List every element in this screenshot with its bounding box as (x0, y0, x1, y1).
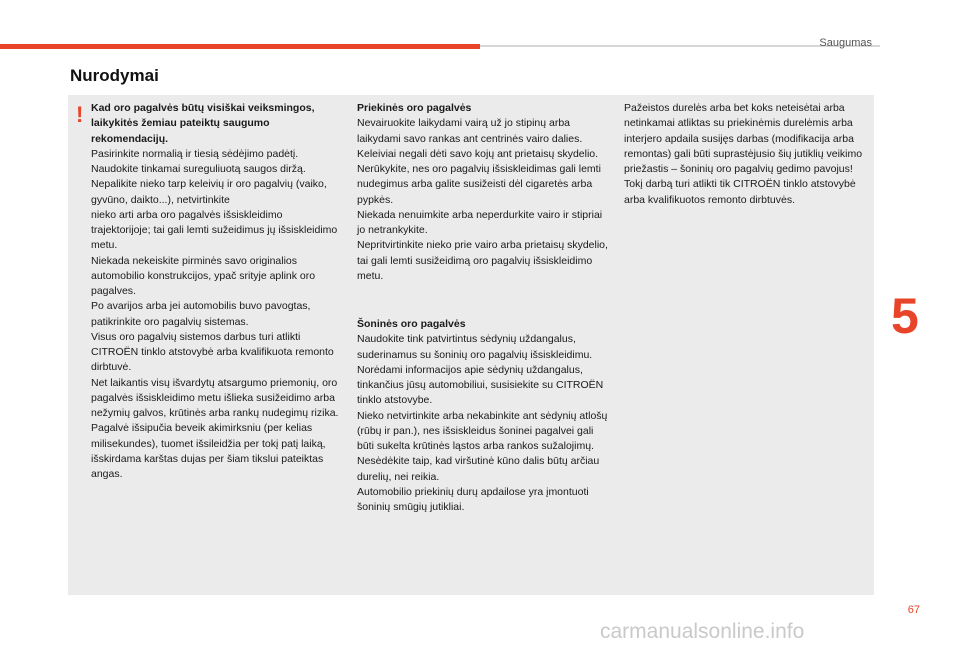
chapter-number: 5 (891, 288, 919, 344)
paragraph: Pažeistos durelės arba bet koks neteisėtai arba netinkamai atliktas su priekinėmis durelėmis arba interjero apdaila susijęs darbas (modifikacija arba remontas) gali būti suprastėjusio šių jutiklių veikimo priežastis – šoninių oro pagalvių gedimo pavojus! (624, 102, 863, 175)
paragraph: Naudokite tink patvirtintus sėdynių uždangalus, suderinamus su šoninių oro pagalvių išsiskleidimu. Norėdami informacijos apie sėdynių uždangalus, tinkančius jūsų automobiliui, susisiekite su CITROËN tinklo atstovybe. (357, 333, 604, 407)
paragraph: Nepritvirtinkite nieko prie vairo arba prietaisų skydelio, tai gali lemti susižeidimą oro pagalvių išsiskleidimo metu. (357, 239, 608, 282)
paragraph: Tokį darbą turi atlikti tik CITROËN tinklo atstovybė arba kvalifikuotos remonto dirbtuvės. (624, 178, 856, 206)
header-accent-bar (0, 44, 480, 49)
paragraph: nieko arti arba oro pagalvės išsiskleidimo trajektorijoje; tai gali lemti sužeidimus jų išsiskleidimo metu. (91, 208, 338, 252)
section-label: Saugumas (819, 37, 872, 49)
column-general (91, 101, 343, 482)
paragraph: Niekada nekeiskite pirminės savo originalios automobilio konstrukcijos, ypač srityje aplink oro pagalves. (91, 254, 316, 297)
paragraph: Nieko netvirtinkite arba nekabinkite ant sėdynių atlošų (rūbų ir pan.), nes išsiskleidus šoninei pagalvei gali būti sukelta krūtinės ląstos arba rankos sužalojimų. (357, 409, 608, 452)
paragraph: Po avarijos arba jei automobilis buvo pavogtas, patikrinkite oro pagalvių sistemas. (91, 300, 311, 328)
exclamation-mark-icon: ! (76, 102, 84, 127)
paragraph: Nevairuokite laikydami vairą už jo stipinų arba laikydami savo rankas ant centrinės vairo dalies. (357, 117, 583, 145)
paragraph: Net laikantis visų išvardytų atsargumo priemonių, oro pagalvės išsiskleidimo metu išlieka susižeidimo arba nežymių galvos, krūtinės arba rankų nudegimų rizika. Pagalvė išsipučia beveik akimirksniu (per kelias milisekundes), tuomet išsileidžia per tokį patį laiką, išskirdama karštas dujas per šiam tikslui pateiktas angas. (91, 376, 339, 480)
side-airbags-heading: Šoninės oro pagalvės (357, 318, 466, 330)
paragraph: Nepalikite nieko tarp keleivių ir oro pagalvių (vaiko, gyvūno, daikto...), netvirtinkite (91, 178, 327, 206)
front-airbags-heading: Priekinės oro pagalvės (357, 102, 472, 114)
watermark-link[interactable]: carmanualsonline.info (600, 620, 805, 643)
page-number: 67 (907, 604, 920, 616)
paragraph: Visus oro pagalvių sistemos darbus turi atlikti CITROËN tinklo atstovybė arba kvalifikuota remonto dirbtuvė. (91, 330, 334, 374)
paragraph: Naudokite tinkamai sureguliuotą saugos diržą. (91, 163, 306, 175)
paragraph: Nerūkykite, nes oro pagalvių išsiskleidimas gali lemti nudegimus arba galite susižeisti dėl cigaretės arba pypkės. (357, 163, 601, 206)
paragraph: Keleiviai negali dėti savo kojų ant prietaisų skydelio. (357, 147, 599, 160)
column-front-side (357, 101, 609, 515)
paragraph: Pasirinkite normalią ir tiesią sėdėjimo padėtį. (91, 147, 299, 160)
page-title: Nurodymai (70, 66, 159, 85)
paragraph: Automobilio priekinių durų apdailose yra įmontuoti šoninių smūgių jutikliai. (357, 485, 589, 513)
paragraph: Nesėdėkite taip, kad viršutinė kūno dalis būtų arčiau durelių, nei reikia. (357, 455, 600, 483)
column-doors (624, 101, 864, 208)
paragraph: Niekada nenuimkite arba neperdurkite vairo ir stipriai jo netrankykite. (357, 208, 603, 236)
general-heading: Kad oro pagalvės būtų visiškai veiksmingos, laikykitės žemiau pateiktų saugumo rekomendacijų. (91, 102, 315, 145)
